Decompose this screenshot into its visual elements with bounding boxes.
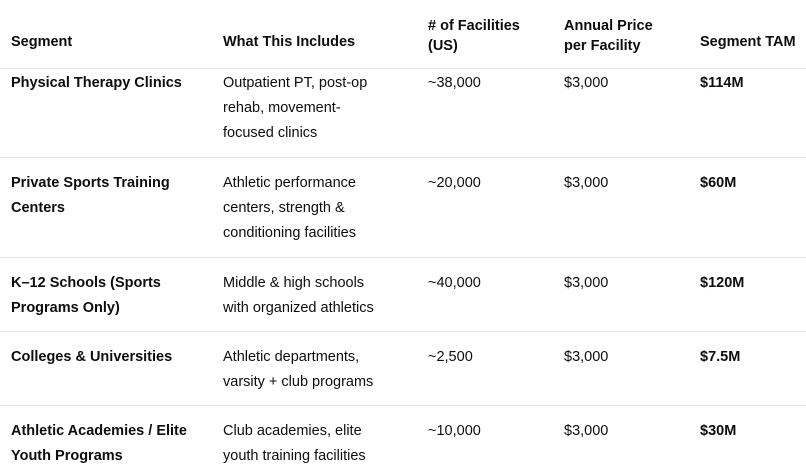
table-row (0, 332, 806, 406)
tam-cell: $60M (700, 175, 737, 191)
header-annual-price: Annual Price per Facility (564, 18, 653, 54)
includes-cell: Middle & high schools with organized athletics (223, 275, 374, 316)
table-row (0, 406, 806, 476)
header-what-this-includes: What This Includes (223, 34, 356, 50)
includes-cell: Club academies, elite youth training facilities (223, 423, 366, 464)
facilities-cell: ~38,000 (428, 75, 481, 91)
header-facilities: # of Facilities (US) (428, 18, 520, 54)
table-row (0, 69, 806, 158)
tam-cell: $7.5M (700, 349, 741, 365)
table-header-row (0, 0, 806, 69)
segment-cell: Colleges & Universities (11, 349, 173, 365)
facilities-cell: ~10,000 (428, 423, 481, 439)
facilities-cell: ~2,500 (428, 349, 473, 365)
includes-cell: Athletic performance centers, strength & conditioning facilities (223, 175, 356, 241)
facilities-cell: ~40,000 (428, 275, 481, 291)
price-cell: $3,000 (564, 349, 609, 365)
tam-cell: $120M (700, 275, 745, 291)
table-row (0, 158, 806, 258)
header-segment: Segment (11, 34, 73, 50)
price-cell: $3,000 (564, 175, 609, 191)
facilities-cell: ~20,000 (428, 175, 481, 191)
segment-cell: Private Sports Training Centers (11, 175, 170, 216)
header-segment-tam: Segment TAM (700, 34, 796, 50)
tam-cell: $30M (700, 423, 737, 439)
table-row (0, 258, 806, 332)
includes-cell: Outpatient PT, post-op rehab, movement- focused clinics (223, 75, 368, 141)
segment-cell: K–12 Schools (Sports Programs Only) (11, 275, 161, 316)
tam-cell: $114M (700, 75, 744, 91)
price-cell: $3,000 (564, 75, 609, 91)
price-cell: $3,000 (564, 275, 609, 291)
segment-cell: Athletic Academies / Elite Youth Programs (11, 423, 187, 464)
includes-cell: Athletic departments, varsity + club programs (223, 349, 374, 390)
segment-cell: Physical Therapy Clinics (11, 75, 182, 91)
price-cell: $3,000 (564, 423, 609, 439)
